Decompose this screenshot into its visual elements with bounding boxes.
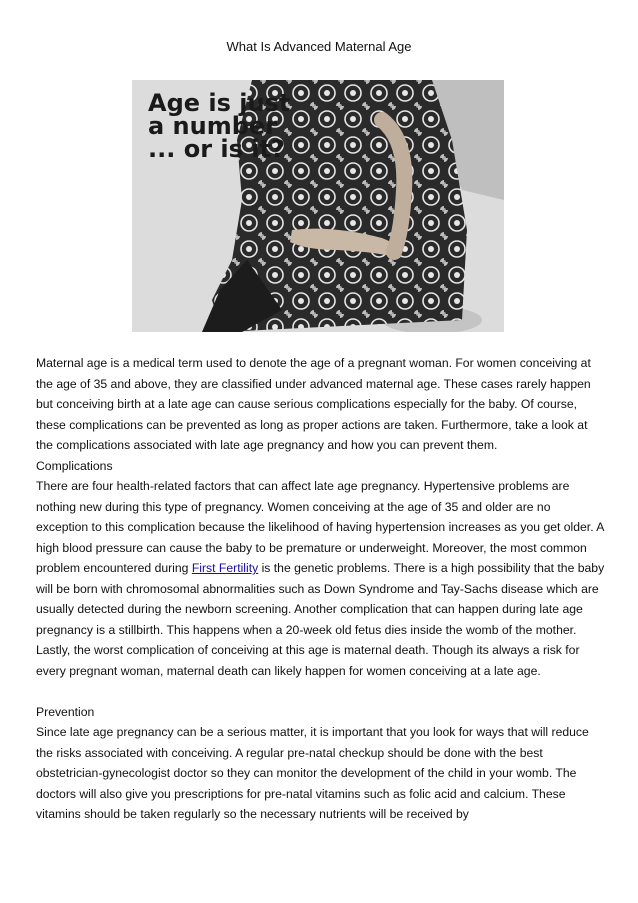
caption-line: Age is just — [148, 89, 291, 117]
complications-text-before: There are four health-related factors that can affect late age pregnancy. Hypertensive problems are nothing new during this type of pregnancy. Women conceiving at the age of 35 and older are no exception to this complication because the likelihood of having hypertension increases as you get older. A high blood pressure can cause the baby to be premature or underweight. Moreover, the most common problem encountered during — [36, 479, 604, 575]
caption-line: a number — [148, 112, 278, 140]
caption-line: ... or is it? — [148, 135, 285, 163]
intro-paragraph: Maternal age is a medical term used to denote the age of a pregnant woman. For women conceiving at the age of 35 and above, they are classified under advanced maternal age. These cases rarely happen but conceiving birth at a late age can cause serious complications especially for the baby. Of course, these complications can be prevented as long as proper actions are taken. Furthermore, take a look at the complications associated with late age pregnancy and how you can prevent them. — [36, 356, 591, 452]
pregnant-woman-photo — [132, 80, 504, 332]
first-fertility-link[interactable]: First Fertility — [191, 561, 259, 575]
article-body — [36, 353, 606, 825]
paragraph-gap — [36, 681, 606, 702]
prevention-heading: Prevention — [36, 704, 95, 719]
prevention-paragraph: Since late age pregnancy can be a serious matter, it is important that you look for ways that will reduce the risks associated with conceiving. A regular pre-natal checkup should be done with the best obstetrician-gynecologist doctor so they can monitor the development of the child in your womb. The doctors will also give you prescriptions for pre-natal vitamins such as folic acid and calcium. These vitamins should be taken regularly so the necessary nutrients will be received by — [36, 725, 589, 821]
complications-paragraph — [36, 476, 606, 681]
document-title: What Is Advanced Maternal Age — [226, 39, 412, 54]
complications-heading: Complications — [36, 458, 113, 473]
photo-caption — [148, 89, 291, 163]
complications-text-after: is the genetic problems. There is a high possibility that the baby will be born with chromosomal abnormalities such as Down Syndrome and Tay-Sachs disease which are usually detected during the newborn screening. Another complication that can happen during late age pregnancy is a stillbirth. This happens when a 20-week old fetus dies inside the womb of the mother. Lastly, the worst complication of conceiving at this age is maternal death. Though its always a risk for every pregnant woman, maternal death can likely happen for women conceiving at a late age. — [36, 561, 605, 678]
